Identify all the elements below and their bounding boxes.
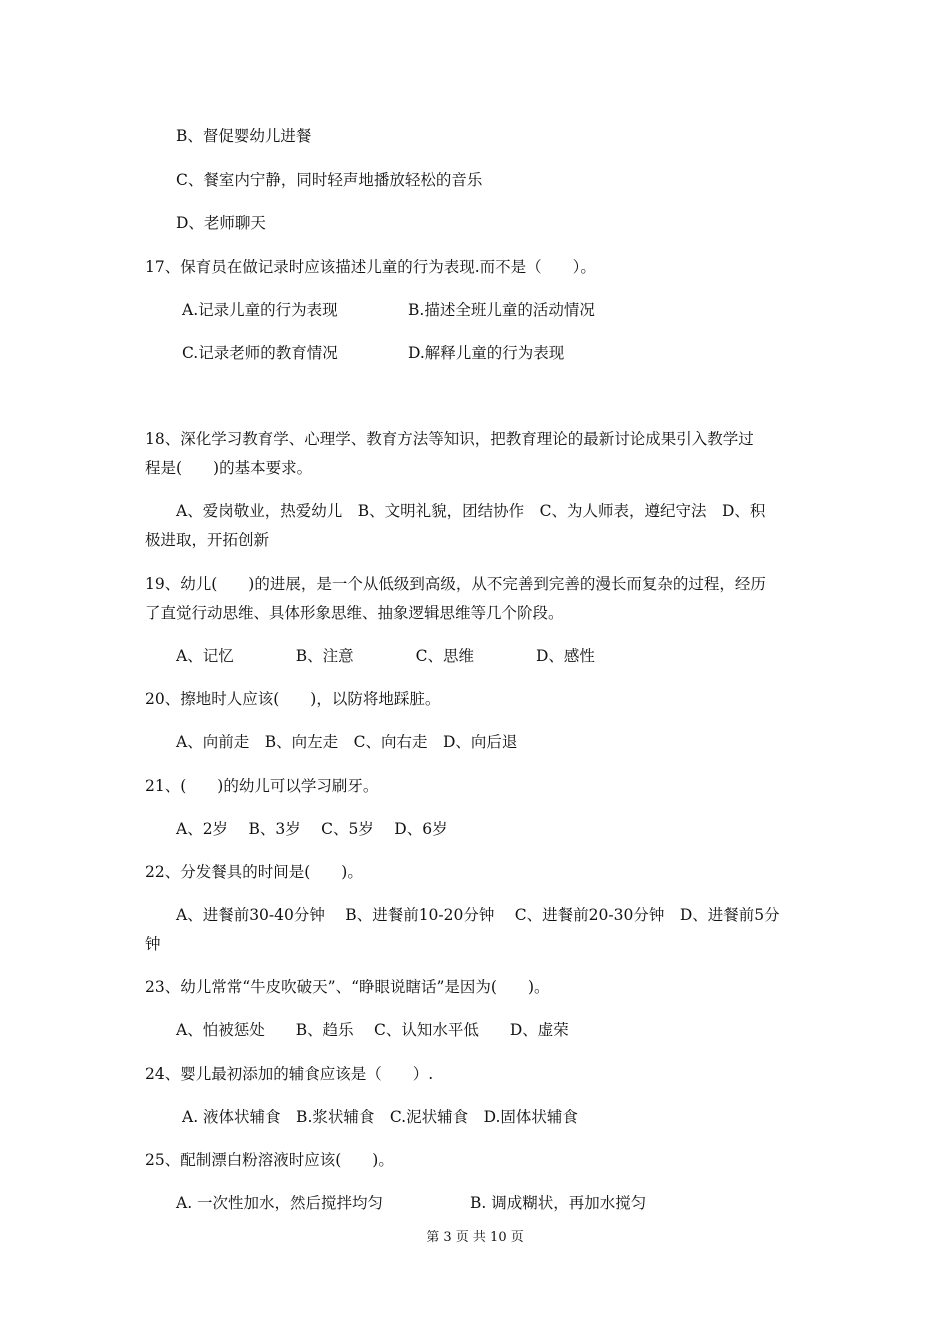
question-17: 17、保育员在做记录时应该描述儿童的行为表现.而不是（ ）。 <box>145 258 596 276</box>
q17-option-c: C.记录老师的教育情况 <box>182 344 338 362</box>
question-20: 20、擦地时人应该( )，以防将地踩脏。 <box>145 690 441 708</box>
question-21: 21、( )的幼儿可以学习刷牙。 <box>145 777 379 795</box>
page-footer: 第 3 页 共 10 页 <box>426 1230 524 1245</box>
option-b: B、督促婴幼儿进餐 <box>176 127 312 145</box>
q20-options: A、向前走 B、向左走 C、向右走 D、向后退 <box>176 733 518 751</box>
question-24: 24、婴儿最初添加的辅食应该是（ ）. <box>145 1065 434 1083</box>
question-18-line-2: 程是( )的基本要求。 <box>145 459 313 477</box>
question-23: 23、幼儿常常“牛皮吹破天”、“睁眼说瞎话”是因为( )。 <box>145 978 550 996</box>
q18-options-line-2: 极进取，开拓创新 <box>145 531 270 549</box>
question-19-line-1: 19、幼儿( )的进展，是一个从低级到高级，从不完善到完善的漫长而复杂的过程，经历 <box>145 575 766 593</box>
q25-option-a: A. 一次性加水，然后搅拌均匀 <box>176 1194 384 1212</box>
question-22: 22、分发餐具的时间是( )。 <box>145 863 363 881</box>
q24-options: A. 液体状辅食 B.浆状辅食 C.泥状辅食 D.固体状辅食 <box>182 1108 578 1126</box>
question-18-line-1: 18、深化学习教育学、心理学、教育方法等知识，把教育理论的最新讨论成果引入教学过 <box>145 430 754 448</box>
q17-option-b: B.描述全班儿童的活动情况 <box>408 301 595 319</box>
question-25: 25、配制漂白粉溶液时应该( )。 <box>145 1151 394 1169</box>
option-d: D、老师聊天 <box>176 214 266 232</box>
option-c: C、餐室内宁静，同时轻声地播放轻松的音乐 <box>176 171 483 189</box>
q21-options: A、2岁 B、3岁 C、5岁 D、6岁 <box>176 820 448 838</box>
q22-options-line-1: A、进餐前30-40分钟 B、进餐前10-20分钟 C、进餐前20-30分钟 D、进餐前5分 <box>176 906 780 924</box>
q19-options: A、记忆 B、注意 C、思维 D、感性 <box>176 647 595 665</box>
q23-options: A、怕被惩处 B、趋乐 C、认知水平低 D、虚荣 <box>176 1021 569 1039</box>
q18-options-line-1: A、爱岗敬业，热爱幼儿 B、文明礼貌，团结协作 C、为人师表，遵纪守法 D、积 <box>176 502 766 520</box>
question-19-line-2: 了直觉行动思维、具体形象思维、抽象逻辑思维等几个阶段。 <box>145 604 564 622</box>
q25-option-b: B. 调成糊状，再加水搅匀 <box>470 1194 647 1212</box>
q17-option-d: D.解释儿童的行为表现 <box>408 344 565 362</box>
q17-option-a: A.记录儿童的行为表现 <box>182 301 338 319</box>
q22-options-line-2: 钟 <box>145 935 161 953</box>
